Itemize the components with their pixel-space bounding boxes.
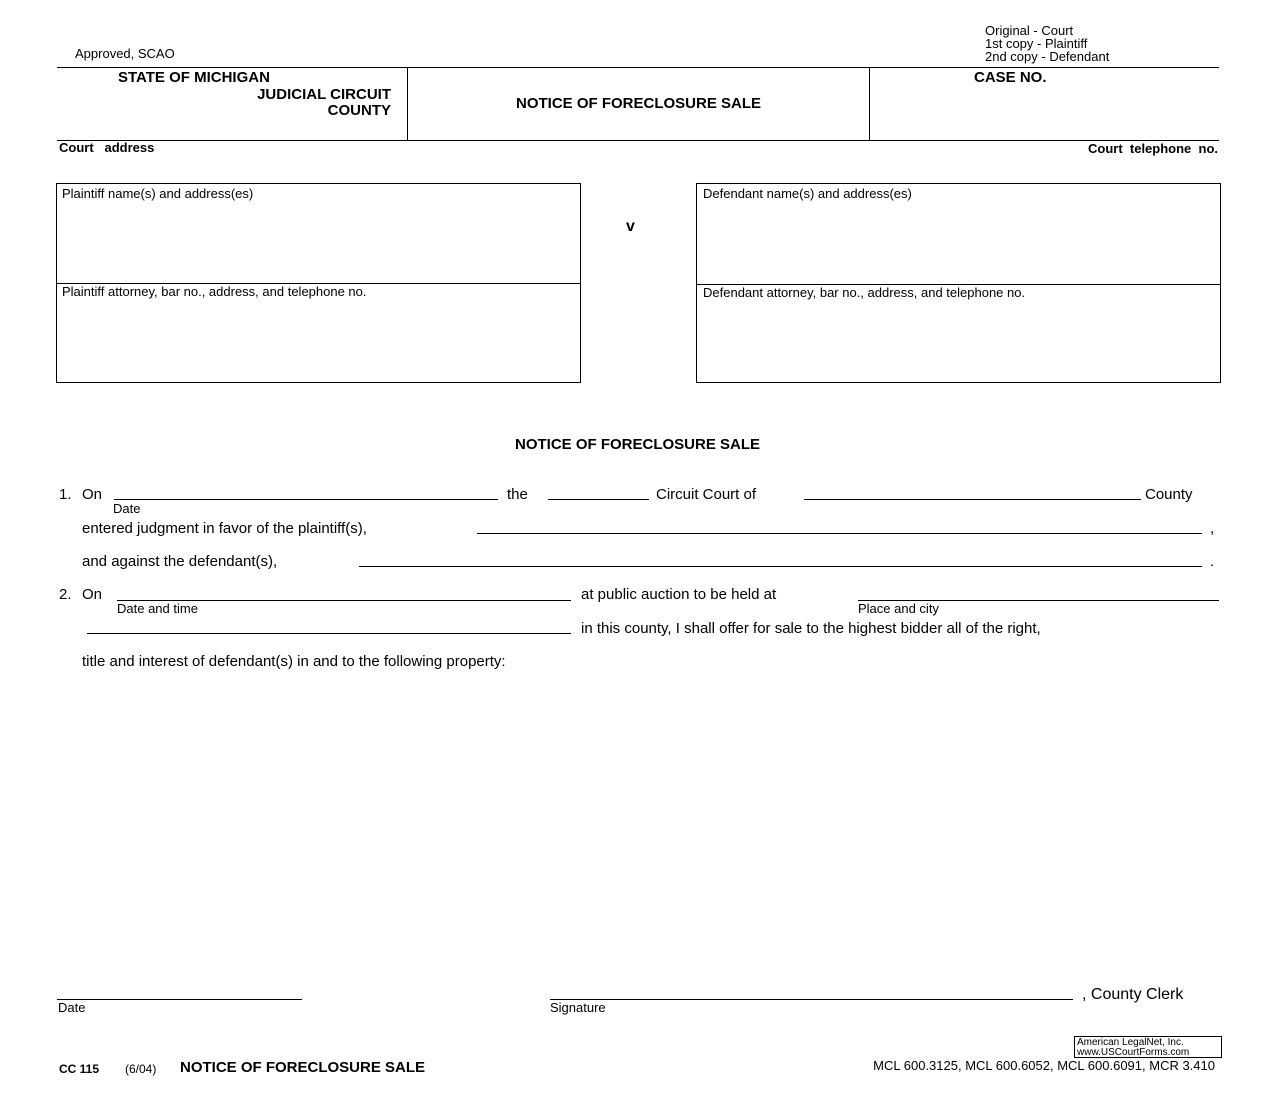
form-number: CC 115: [59, 1062, 100, 1076]
property-description-field[interactable]: [82, 680, 1219, 970]
publisher-stamp: [1074, 1036, 1222, 1058]
signature-date-caption: Date: [58, 1000, 86, 1015]
footer-title: NOTICE OF FORECLOSURE SALE: [180, 1059, 426, 1076]
defendant-field[interactable]: [701, 204, 1216, 280]
plaintiff-attorney-field[interactable]: [61, 302, 576, 378]
judicial-circuit-label: JUDICIAL CIRCUIT: [257, 86, 391, 103]
plaintiff-field[interactable]: [61, 204, 576, 280]
sale-place-continued-field[interactable]: [87, 633, 571, 634]
header-bottom-rule: [57, 140, 1219, 141]
interest-text: title and interest of defendant(s) in and to the following property:: [82, 653, 506, 670]
header-top-rule: [57, 67, 1219, 68]
county-clerk-label: , County Clerk: [1082, 986, 1184, 1003]
plaintiff-attorney-label: Plaintiff attorney, bar no., address, and telephone no.: [62, 284, 367, 299]
defendant-box: [696, 183, 1221, 383]
signature-caption: Signature: [550, 1000, 606, 1015]
header-divider-right: [869, 67, 870, 140]
plaintiff-label: Plaintiff name(s) and address(es): [62, 186, 254, 201]
signature-field[interactable]: [550, 999, 1073, 1000]
item1-county: County: [1145, 486, 1193, 503]
case-number-label: CASE NO.: [974, 69, 1047, 86]
signature-date-field[interactable]: [57, 999, 302, 1000]
versus-label: v: [626, 218, 635, 235]
defendant-attorney-field[interactable]: [701, 303, 1216, 379]
form-revision: (6/04): [125, 1062, 157, 1076]
copy-original: Original - Court: [985, 23, 1074, 38]
court-telephone-label: Court telephone no.: [1088, 141, 1218, 156]
against-period: .: [1210, 553, 1215, 570]
judgment-date-field[interactable]: [114, 499, 498, 500]
item2-on: On: [82, 586, 103, 603]
copy-first: 1st copy - Plaintiff: [985, 36, 1088, 51]
county-label: COUNTY: [327, 102, 391, 119]
copy-distribution: [985, 24, 1109, 63]
publisher-url: www.USCourtForms.com: [1077, 1047, 1190, 1058]
notice-heading: NOTICE OF FORECLOSURE SALE: [514, 436, 760, 453]
plaintiff-favor-field[interactable]: [477, 533, 1202, 534]
judgment-date-caption: Date: [113, 501, 141, 516]
sale-place-caption: Place and city: [858, 601, 939, 616]
auction-text: at public auction to be held at: [581, 586, 777, 603]
defendant-attorney-label: Defendant attorney, bar no., address, and telephone no.: [703, 285, 1026, 300]
judgment-comma: ,: [1210, 520, 1215, 537]
court-address-label: Court address: [59, 140, 155, 155]
county-name-field[interactable]: [804, 499, 1141, 500]
judgment-text: entered judgment in favor of the plaintiff(s),: [82, 520, 367, 537]
defendant-against-field[interactable]: [359, 566, 1202, 567]
form-title: NOTICE OF FORECLOSURE SALE: [515, 95, 761, 112]
approved-label: Approved, SCAO: [75, 46, 175, 61]
sale-datetime-caption: Date and time: [117, 601, 198, 616]
case-number-field[interactable]: [880, 92, 1210, 132]
offer-text: in this county, I shall offer for sale to the highest bidder all of the right,: [581, 620, 1041, 637]
state-label: STATE OF MICHIGAN: [118, 69, 270, 86]
item1-number: 1.: [59, 486, 72, 503]
plaintiff-box: [56, 183, 581, 383]
item1-circuit-court-of: Circuit Court of: [656, 486, 757, 503]
publisher-name: American LegalNet, Inc.: [1077, 1037, 1184, 1048]
item1-on: On: [82, 486, 103, 503]
item2-number: 2.: [59, 586, 72, 603]
against-text: and against the defendant(s),: [82, 553, 278, 570]
item1-the: the: [507, 486, 528, 503]
defendant-label: Defendant name(s) and address(es): [703, 186, 912, 201]
statutory-citations: MCL 600.3125, MCL 600.6052, MCL 600.6091, MCR 3.410: [873, 1058, 1215, 1073]
copy-second: 2nd copy - Defendant: [985, 49, 1110, 64]
circuit-number-field[interactable]: [548, 499, 649, 500]
